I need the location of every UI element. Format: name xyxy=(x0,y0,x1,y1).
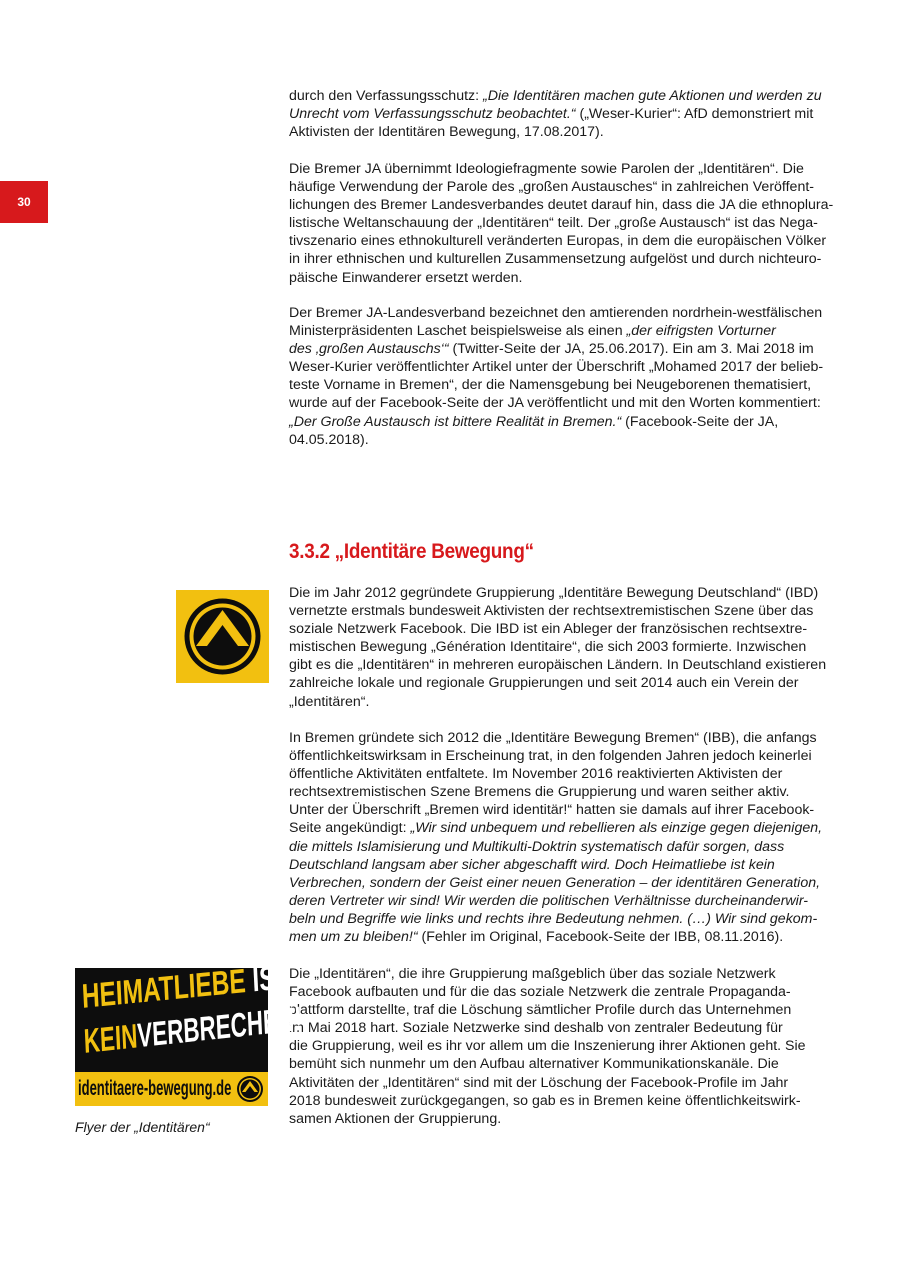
text-segment: die Gruppierung, weil es ihr vor allem um die Inszenierung ihrer Aktionen geht. Sie xyxy=(289,1038,806,1055)
text-line xyxy=(289,910,844,928)
text-line xyxy=(289,874,844,892)
text-segment: rechtsextremistischen Szene Bremens die Gruppierung und waren seither aktiv. xyxy=(289,784,790,801)
text-line xyxy=(289,394,844,412)
text-segment: bemüht sich nunmehr um den Aufbau alternativer Kommunikationskanäle. Die xyxy=(289,1056,779,1073)
text-line xyxy=(289,1055,844,1073)
quote-segment: beln und Begriffe wie links und rechts ihre Bedeutung nehmen. (…) Wir sind gekom- xyxy=(289,910,818,927)
text-line xyxy=(289,322,844,340)
text-line xyxy=(289,358,844,376)
quote-segment: „Wir sind unbequem und rebellieren als einzige gegen diejenigen, xyxy=(410,820,823,837)
text-line xyxy=(289,1001,844,1019)
text-line xyxy=(289,819,844,837)
text-segment: wurde auf der Facebook-Seite der JA veröffentlicht und mit den Worten kommentiert: xyxy=(289,395,821,412)
text-line xyxy=(289,178,844,196)
text-line xyxy=(289,892,844,910)
text-line xyxy=(289,856,844,874)
text-line xyxy=(289,765,844,783)
text-line xyxy=(289,340,844,358)
text-segment: Die Bremer JA übernimmt Ideologiefragmente sowie Parolen der „Identitären“. Die xyxy=(289,161,804,177)
flyer-url: identitaere-bewegung.de xyxy=(78,1077,232,1100)
text-segment: Aktivitäten der „Identitären“ sind mit der Löschung der Facebook-Profile im Jahr xyxy=(289,1074,789,1091)
text-line xyxy=(289,965,844,983)
text-line xyxy=(289,801,844,819)
quote-segment: „Der Große Austausch ist bittere Realität in Bremen.“ xyxy=(289,413,622,430)
text-segment: samen Aktionen der Gruppierung. xyxy=(289,1110,502,1127)
paragraph-ibb xyxy=(289,729,844,946)
text-line xyxy=(289,656,844,674)
quote-segment: Deutschland langsam aber sicher abgeschafft wird. Doch Heimatliebe ist kein xyxy=(289,856,775,873)
text-line xyxy=(289,232,844,250)
text-line xyxy=(289,693,844,711)
text-line xyxy=(289,123,844,141)
text-line xyxy=(289,674,844,692)
text-segment: öffentliche Aktivitäten entfaltete. Im November 2016 reaktivierten Aktivisten der xyxy=(289,766,783,783)
text-line xyxy=(289,747,844,765)
text-line xyxy=(289,413,844,431)
text-segment: Die im Jahr 2012 gegründete Gruppierung „Identitäre Bewegung Deutschland“ (IBD) xyxy=(289,585,819,601)
text-line xyxy=(289,1092,844,1110)
paragraph-text xyxy=(289,729,844,946)
quote-segment: deren Vertreter wir sind! Wir werden die politischen Verhältnisse durcheinanderwir- xyxy=(289,892,809,909)
text-segment: mistischen Bewegung „Génération Identitaire“, die sich 2003 formierte. Inzwischen xyxy=(289,639,807,656)
quote-segment: Verbrechen, sondern der Geist einer neuen Generation – der identitären Generation, xyxy=(289,874,821,891)
paragraph-text xyxy=(289,304,844,449)
text-line xyxy=(289,838,844,856)
text-segment: (Twitter-Seite der JA, 25.06.2017). Ein am 3. Mai 2018 im xyxy=(448,341,814,358)
flyer-word-ist: IST xyxy=(244,957,292,1001)
text-line xyxy=(289,250,844,268)
paragraph-laschet xyxy=(289,304,844,449)
text-segment: im Mai 2018 hart. Soziale Netzwerke sind deshalb von zentraler Bedeutung für xyxy=(289,1020,783,1037)
text-segment: Seite angekündigt: xyxy=(289,820,411,837)
text-segment: Unter der Überschrift „Bremen wird identitär!“ hatten sie damals auf ihrer Facebook- xyxy=(289,802,815,819)
paragraph-ja-ideologie xyxy=(289,160,844,287)
text-line xyxy=(289,1037,844,1055)
text-segment: tivszenario eines ethnokulturell veränderten Europas, in dem die europäischen Völker xyxy=(289,233,827,250)
text-segment: (Fehler im Original, Facebook-Seite der IBB, 08.11.2016). xyxy=(417,929,784,946)
paragraph-text xyxy=(289,160,844,287)
text-line xyxy=(289,431,844,449)
text-line xyxy=(289,1019,844,1037)
text-segment: häufige Verwendung der Parole des „großen Austausches“ in zahlreichen Veröffent- xyxy=(289,179,815,196)
text-line xyxy=(289,269,844,287)
text-segment: zahlreiche lokale und regionale Gruppierungen und seit 2014 auch ein Verein der xyxy=(289,675,799,692)
text-line xyxy=(289,1110,844,1128)
text-segment: Die „Identitären“, die ihre Gruppierung maßgeblich über das soziale Netzwerk xyxy=(289,966,776,982)
text-segment: öffentlichkeitswirksam in Erscheinung trat, in den folgenden Jahren jedoch keinerlei xyxy=(289,748,812,765)
text-line xyxy=(289,160,844,178)
page-number: 30 xyxy=(17,195,31,209)
page-number-tab xyxy=(0,181,48,223)
text-segment: Weser-Kurier veröffentlichter Artikel unter der Überschrift „Mohamed 2017 der belieb- xyxy=(289,359,824,376)
section-heading: 3.3.2 „Identitäre Bewegung“ xyxy=(289,540,534,563)
quote-segment: des ‚großen Austauschs‘“ xyxy=(289,341,449,358)
text-line xyxy=(289,214,844,232)
flyer-word-verbrechen: VERBRECHEN! xyxy=(136,999,303,1056)
paragraph-facebook xyxy=(289,965,844,1128)
text-line xyxy=(289,1074,844,1092)
text-segment: vernetzte erstmals bundesweit Aktivisten der rechtsextremistischen Szene über das xyxy=(289,603,814,620)
text-line xyxy=(289,376,844,394)
text-segment: listische Weltanschauung der „Identitären“ teilt. Der „große Austausch“ ist das Nega- xyxy=(289,215,818,232)
text-line xyxy=(289,105,844,123)
text-line xyxy=(289,196,844,214)
text-line xyxy=(289,584,844,602)
flyer-word-heimatliebe: HEIMATLIEBE xyxy=(81,962,247,1016)
flyer-word-kein: KEIN xyxy=(83,1017,139,1061)
lambda-mini-icon xyxy=(236,1075,264,1103)
quote-segment: „der eifrigsten Vorturner xyxy=(626,323,776,340)
text-segment: päische Einwanderer ersetzt werden. xyxy=(289,269,523,286)
flyer-image xyxy=(75,957,303,1106)
text-line xyxy=(289,928,844,946)
paragraph-text xyxy=(289,965,844,1128)
text-segment: Facebook aufbauten und für die das soziale Netzwerk die zentrale Propaganda- xyxy=(289,984,791,1001)
text-line xyxy=(289,87,844,105)
paragraph-ibd xyxy=(289,584,844,711)
text-segment: gibt es die „Identitären“ in mehreren europäischen Ländern. In Deutschland existieren xyxy=(289,657,827,674)
text-segment: Ministerpräsidenten Laschet beispielsweise als einen xyxy=(289,323,627,340)
text-segment: lichungen des Bremer Landesverbandes deutet darauf hin, dass die JA die ethnoplura- xyxy=(289,197,834,214)
text-segment: 2018 bundesweit zurückgegangen, so gab es in Bremen keine öffentlichkeitswirk- xyxy=(289,1092,801,1109)
quote-segment: die mittels Islamisierung und Multikulti-Doktrin systematisch dafür sorgen, dass xyxy=(289,838,785,855)
text-segment: in ihrer ethnischen und kulturellen Zusammensetzung aufgelöst und durch nichteuro- xyxy=(289,251,822,268)
text-segment: 04.05.2018). xyxy=(289,431,369,448)
text-segment: (Facebook-Seite der JA, xyxy=(621,413,779,430)
paragraph-text xyxy=(289,87,844,141)
flyer-url-strip xyxy=(75,1072,268,1106)
text-line xyxy=(289,304,844,322)
text-segment: durch den Verfassungsschutz: xyxy=(289,88,484,104)
quote-segment: men um zu bleiben!“ xyxy=(289,929,418,946)
text-line xyxy=(289,729,844,747)
flyer-caption: Flyer der „Identitären“ xyxy=(75,1119,210,1135)
text-segment: plattform darstellte, traf die Löschung sämtlicher Profile durch das Unternehmen xyxy=(289,1002,792,1019)
text-line xyxy=(289,983,844,1001)
text-segment: soziale Netzwerk Facebook. Die IBD ist ein Ableger der französischen rechtsextre- xyxy=(289,621,808,638)
quote-segment: Unrecht vom Verfassungsschutz beobachtet.“ xyxy=(289,106,576,123)
text-segment: „Identitären“. xyxy=(289,693,370,710)
text-segment: („Weser-Kurier“: AfD demonstriert mit xyxy=(575,106,814,123)
text-line xyxy=(289,620,844,638)
text-segment: Aktivisten der Identitären Bewegung, 17.08.2017). xyxy=(289,124,604,141)
paragraph-text xyxy=(289,584,844,711)
text-segment: teste Vorname in Bremen“, der die Namensgebung bei Neugeborenen thematisiert, xyxy=(289,377,812,394)
text-line xyxy=(289,602,844,620)
text-line xyxy=(289,638,844,656)
text-line xyxy=(289,783,844,801)
identitaere-lambda-logo-icon xyxy=(176,590,269,683)
quote-segment: „Die Identitären machen gute Aktionen und werden zu xyxy=(483,88,822,104)
text-segment: Der Bremer JA-Landesverband bezeichnet den amtierenden nordrhein-westfälischen xyxy=(289,305,823,321)
paragraph-verfassungsschutz xyxy=(289,87,844,141)
text-segment: In Bremen gründete sich 2012 die „Identitäre Bewegung Bremen“ (IBB), die anfangs xyxy=(289,730,817,746)
